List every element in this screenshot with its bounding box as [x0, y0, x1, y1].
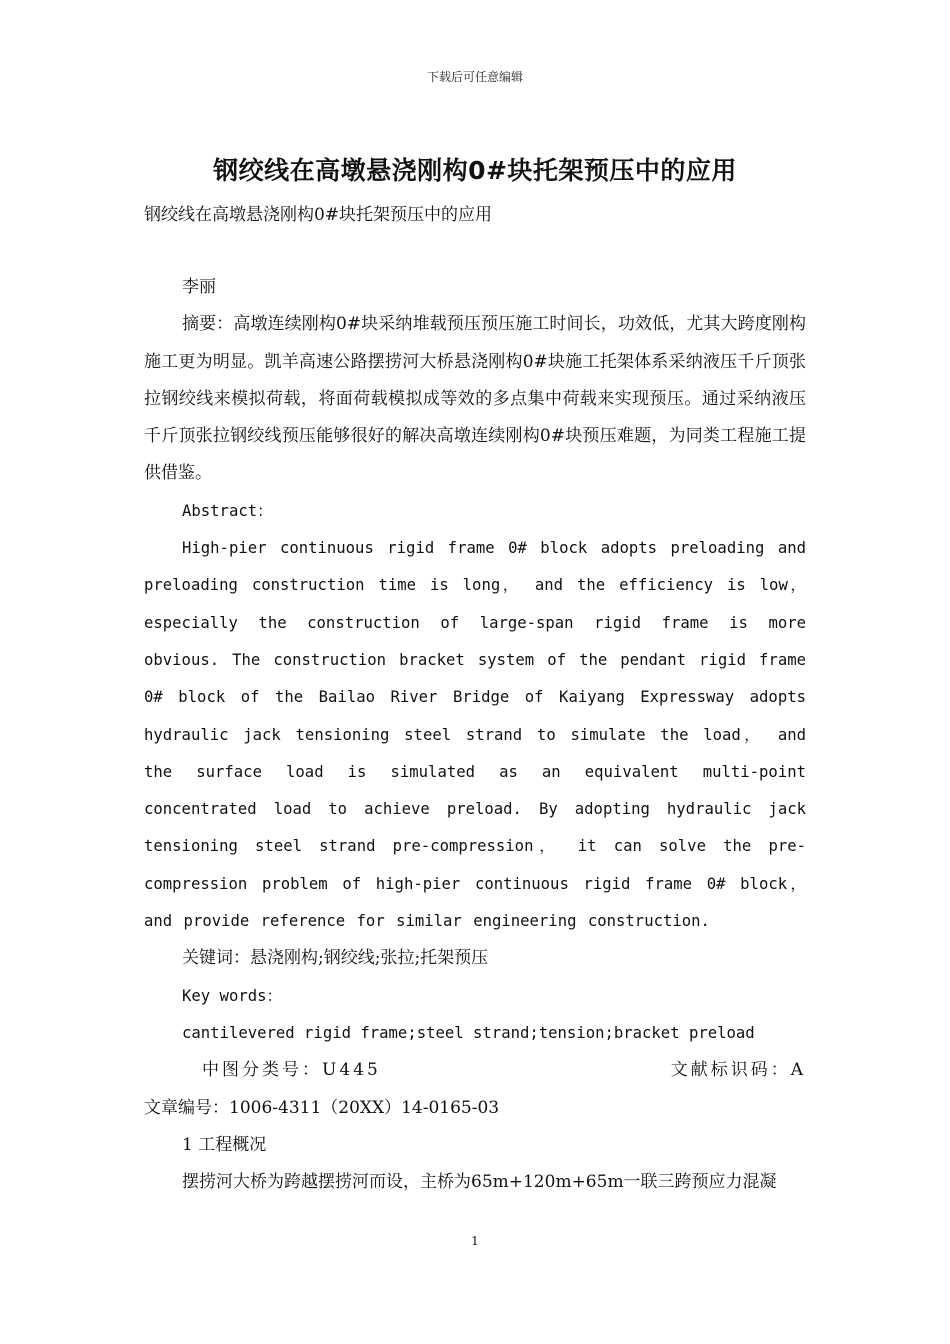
keywords-cn: 关键词：悬浇刚构;钢绞线;张拉;托架预压	[182, 948, 489, 969]
article-number: 文章编号：1006-4311（20XX）14-0165-03	[144, 1097, 500, 1118]
section-heading: 1 工程概况	[182, 1134, 267, 1155]
author: 李丽	[182, 277, 216, 297]
document-body	[144, 269, 806, 1201]
abstract-cn: 摘要：高墩连续刚构0#块采纳堆载预压预压施工时间长，功效低，尤其大跨度刚构施工更为明显。凯羊高速公路摆捞河大桥悬浇刚构0#块施工托架体系采纳液压千斤顶张拉钢绞线来模拟荷载，将面荷载模拟成等效的多点集中荷载来实现预压。通过采纳液压千斤顶张拉钢绞线预压能够很好的解决高墩连续刚构0#块预压难题，为同类工程施工提供借鉴。	[144, 314, 806, 484]
page-number: 1	[471, 1234, 479, 1248]
header-note: 下载后可任意编辑	[426, 70, 523, 84]
classification-row	[144, 1052, 806, 1089]
abstract-en: High-pier continuous rigid frame 0# block adopts preloading and preloading construction time is long， and the efficiency is low， especially the construction of large-span rigid frame is more obvious. The construction bracket system of the pendant rigid frame 0# block of the Bailao River Bridge of Kaiyang Expressway adopts hydraulic jack tensioning steel strand to simulate the load， and the surface load is simulated as an equivalent multi-point concentrated load to achieve preload. By adopting hydraulic jack tensioning steel strand pre-compression， it can solve the pre-compression problem of high-pier continuous rigid frame 0# block， and provide reference for similar engineering construction.	[144, 539, 806, 931]
section-text: 摆捞河大桥为跨越摆捞河而设，主桥为65m+120m+65m一联三跨预应力混凝	[182, 1172, 777, 1193]
document-subtitle: 钢绞线在高墩悬浇刚构0#块托架预压中的应用	[144, 205, 493, 225]
keywords-en: cantilevered rigid frame;steel strand;tension;bracket preload	[182, 1023, 755, 1042]
document-title: 钢绞线在高墩悬浇刚构0#块托架预压中的应用	[213, 156, 737, 185]
abstract-en-label: Abstract：	[182, 501, 273, 520]
document-code: 文献标识码：A	[670, 1060, 806, 1081]
keywords-en-label: Key words：	[182, 986, 283, 1005]
classification-code: 中图分类号：U445	[202, 1060, 381, 1081]
